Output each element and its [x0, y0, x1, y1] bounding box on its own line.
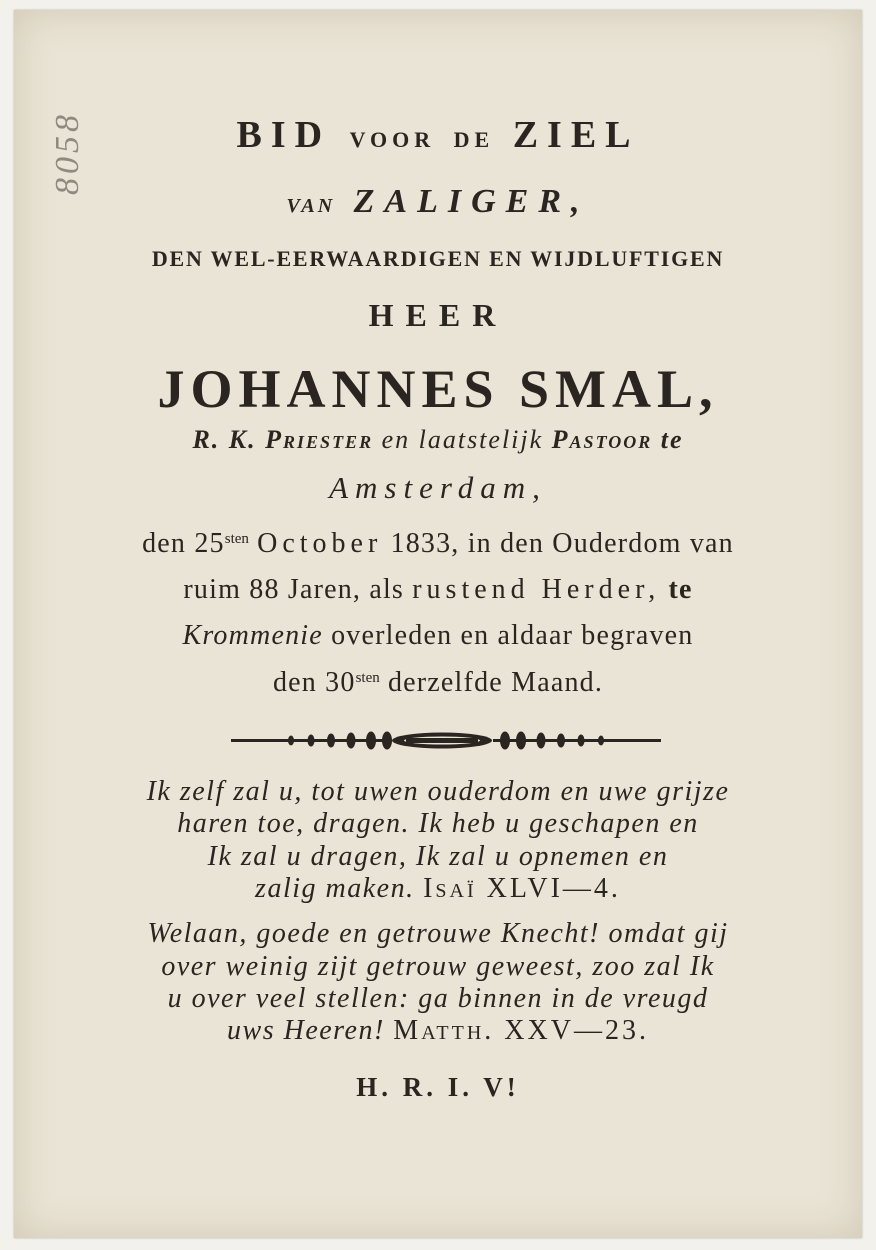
te-text: te [668, 574, 693, 605]
burial-date-prefix: den 30 [272, 667, 356, 698]
burial-text: overleden en aldaar begraven [331, 620, 694, 651]
place-krommenie: Krommenie [182, 620, 323, 651]
quote2-line4-text: uws Heeren! [227, 1015, 385, 1046]
quote2-line2: over weinig zijt getrouw geweest, zoo zal Ik [161, 951, 715, 982]
death-date-suffix: sten [224, 531, 249, 547]
death-year-age: 1833, in den Ouderdom van [390, 528, 734, 559]
quote2-line1: Welaan, goede en getrouwe Knecht! omdat gij [147, 918, 729, 949]
office-priester: Priester [265, 425, 374, 454]
quote2-line4 [0, 1015, 876, 1047]
subtitle-line [0, 183, 876, 221]
burial-date-suffix: sten [355, 670, 380, 686]
office-en: en laatstelijk [381, 425, 544, 454]
death-line-1 [0, 528, 876, 560]
quote1-line4-text: zalig maken. [255, 873, 415, 904]
death-month: October [257, 528, 383, 559]
quote1-line1: Ik zelf zal u, tot uwen ouderdom en uwe grijze [146, 776, 730, 807]
office-line [0, 425, 876, 455]
deceased-name: JOHANNES SMAL, [157, 359, 719, 419]
death-line-2 [0, 574, 876, 606]
age-text: ruim 88 Jaren, als [183, 574, 405, 605]
archive-number-text: 8058 [49, 111, 86, 195]
title-voor: VOOR [349, 127, 436, 152]
subtitle-zaliger: ZALIGER, [353, 183, 590, 220]
quote1-line4 [0, 873, 876, 905]
quote1-reference: Isaï XLVI—4. [423, 873, 621, 904]
closing-initials: H. R. I. V! [356, 1072, 520, 1102]
title-de: DE [453, 127, 495, 152]
office-rk: R. K. [192, 425, 257, 454]
ornamental-divider [231, 728, 661, 754]
quote1-line3: Ik zal u dragen, Ik zal u opnemen en [207, 841, 669, 872]
herder-text: rustend Herder, [412, 574, 661, 605]
quote2-reference: Matth. XXV—23. [393, 1015, 649, 1046]
heer-line: HEER [368, 297, 508, 333]
death-date-prefix: den 25 [142, 528, 225, 559]
title-bid: BID [236, 114, 332, 156]
city-line: Amsterdam, [329, 470, 547, 505]
title-ziel: ZIEL [512, 114, 640, 156]
honorific-line: DEN WEL-EERWAARDIGEN EN WIJDLUFTIGEN [151, 246, 725, 271]
subtitle-van: VAN [286, 195, 336, 217]
burial-month-text: derzelfde Maand. [387, 667, 604, 698]
quote1-line2: haren toe, dragen. Ik heb u geschapen en [177, 808, 699, 839]
office-te: te [660, 425, 684, 454]
death-line-4 [0, 667, 876, 699]
office-pastoor: Pastoor [551, 425, 653, 454]
quote2-line3: u over veel stellen: ga binnen in de vreugd [167, 983, 709, 1014]
title-line [0, 113, 876, 157]
death-line-3 [0, 620, 876, 652]
